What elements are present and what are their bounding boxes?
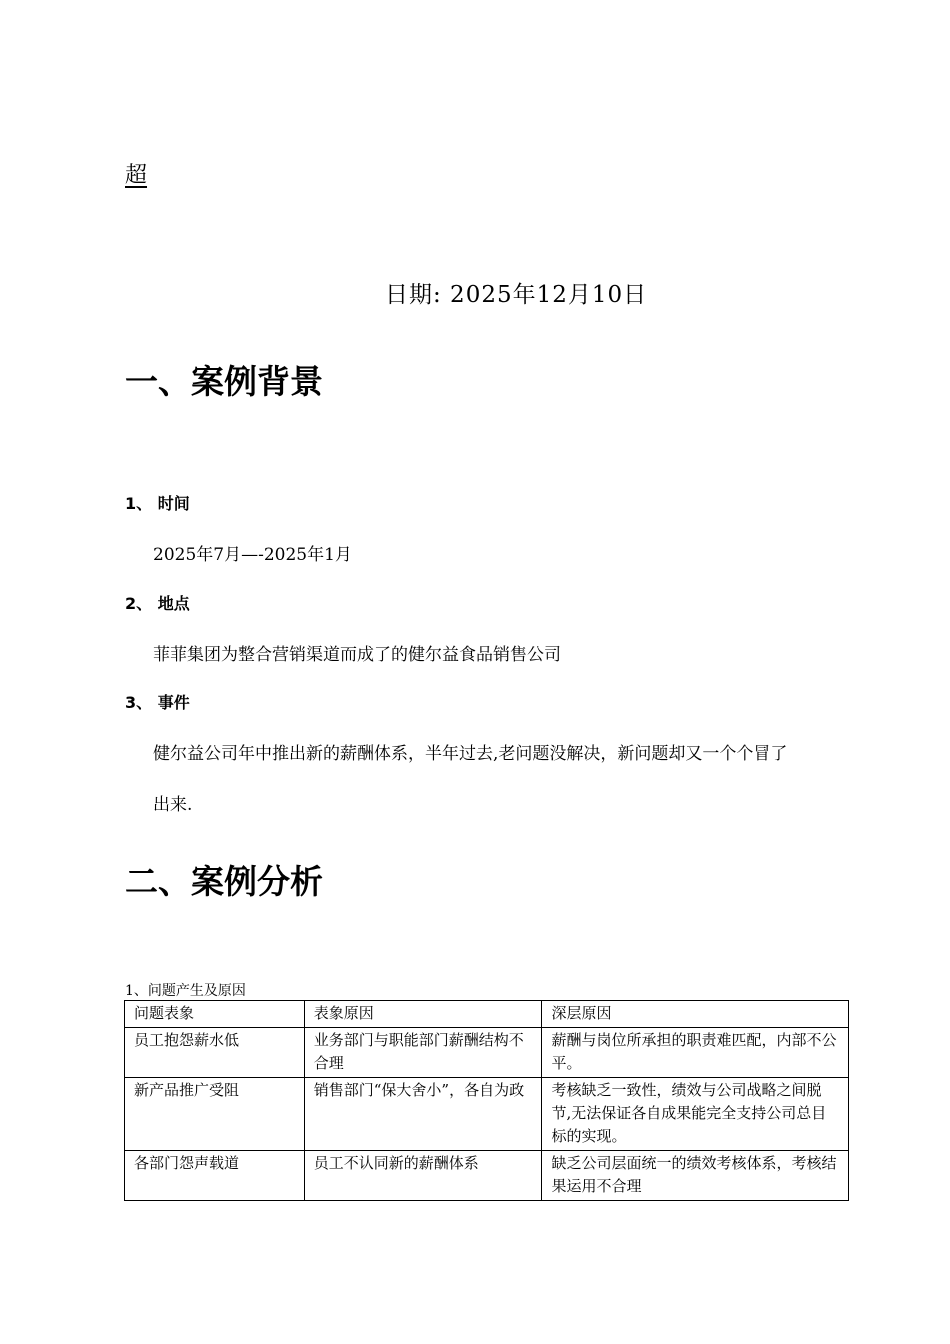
table-header-cell: 深层原因 (542, 1001, 849, 1028)
table-header-cell: 表象原因 (304, 1001, 542, 1028)
item-text-event-cont: 出来. (153, 795, 193, 815)
table-caption: 1、问题产生及原因 (125, 983, 246, 999)
table-cell: 员工不认同新的薪酬体系 (304, 1151, 542, 1201)
header-character: 超 (125, 163, 148, 188)
table-header-cell: 问题表象 (125, 1001, 305, 1028)
table-row (125, 1078, 849, 1151)
item-text-time: 2025年7月—-2025年1月 (153, 545, 352, 565)
table-cell: 缺乏公司层面统一的绩效考核体系，考核结果运用不合理 (542, 1151, 849, 1201)
table-row (125, 1028, 849, 1078)
table-cell: 员工抱怨薪水低 (125, 1028, 305, 1078)
item-label-place: 2、 地点 (125, 594, 190, 613)
table-cell: 新产品推广受阻 (125, 1078, 305, 1151)
cause-table (124, 1000, 849, 1201)
table-cell: 考核缺乏一致性，绩效与公司战略之间脱节,无法保证各自成果能完全支持公司总目标的实现。 (542, 1078, 849, 1151)
item-label-time: 1、 时间 (125, 494, 190, 513)
item-label-event: 3、 事件 (125, 693, 190, 712)
date-line: 日期: 2025年12月10日 (385, 282, 648, 308)
item-text-place: 菲菲集团为整合营销渠道而成了的健尔益食品销售公司 (153, 645, 561, 665)
table-cell: 各部门怨声载道 (125, 1151, 305, 1201)
table-cell: 业务部门与职能部门薪酬结构不合理 (304, 1028, 542, 1078)
table-header-row (125, 1001, 849, 1028)
section-heading-background: 一、案例背景 (125, 362, 323, 401)
item-text-event: 健尔益公司年中推出新的薪酬体系，半年过去,老问题没解决，新问题却又一个个冒了 (153, 744, 788, 764)
table-cell: 销售部门“保大舍小”，各自为政 (304, 1078, 542, 1151)
section-heading-analysis: 二、案例分析 (125, 862, 323, 901)
table-row (125, 1151, 849, 1201)
table-cell: 薪酬与岗位所承担的职责难匹配，内部不公平。 (542, 1028, 849, 1078)
